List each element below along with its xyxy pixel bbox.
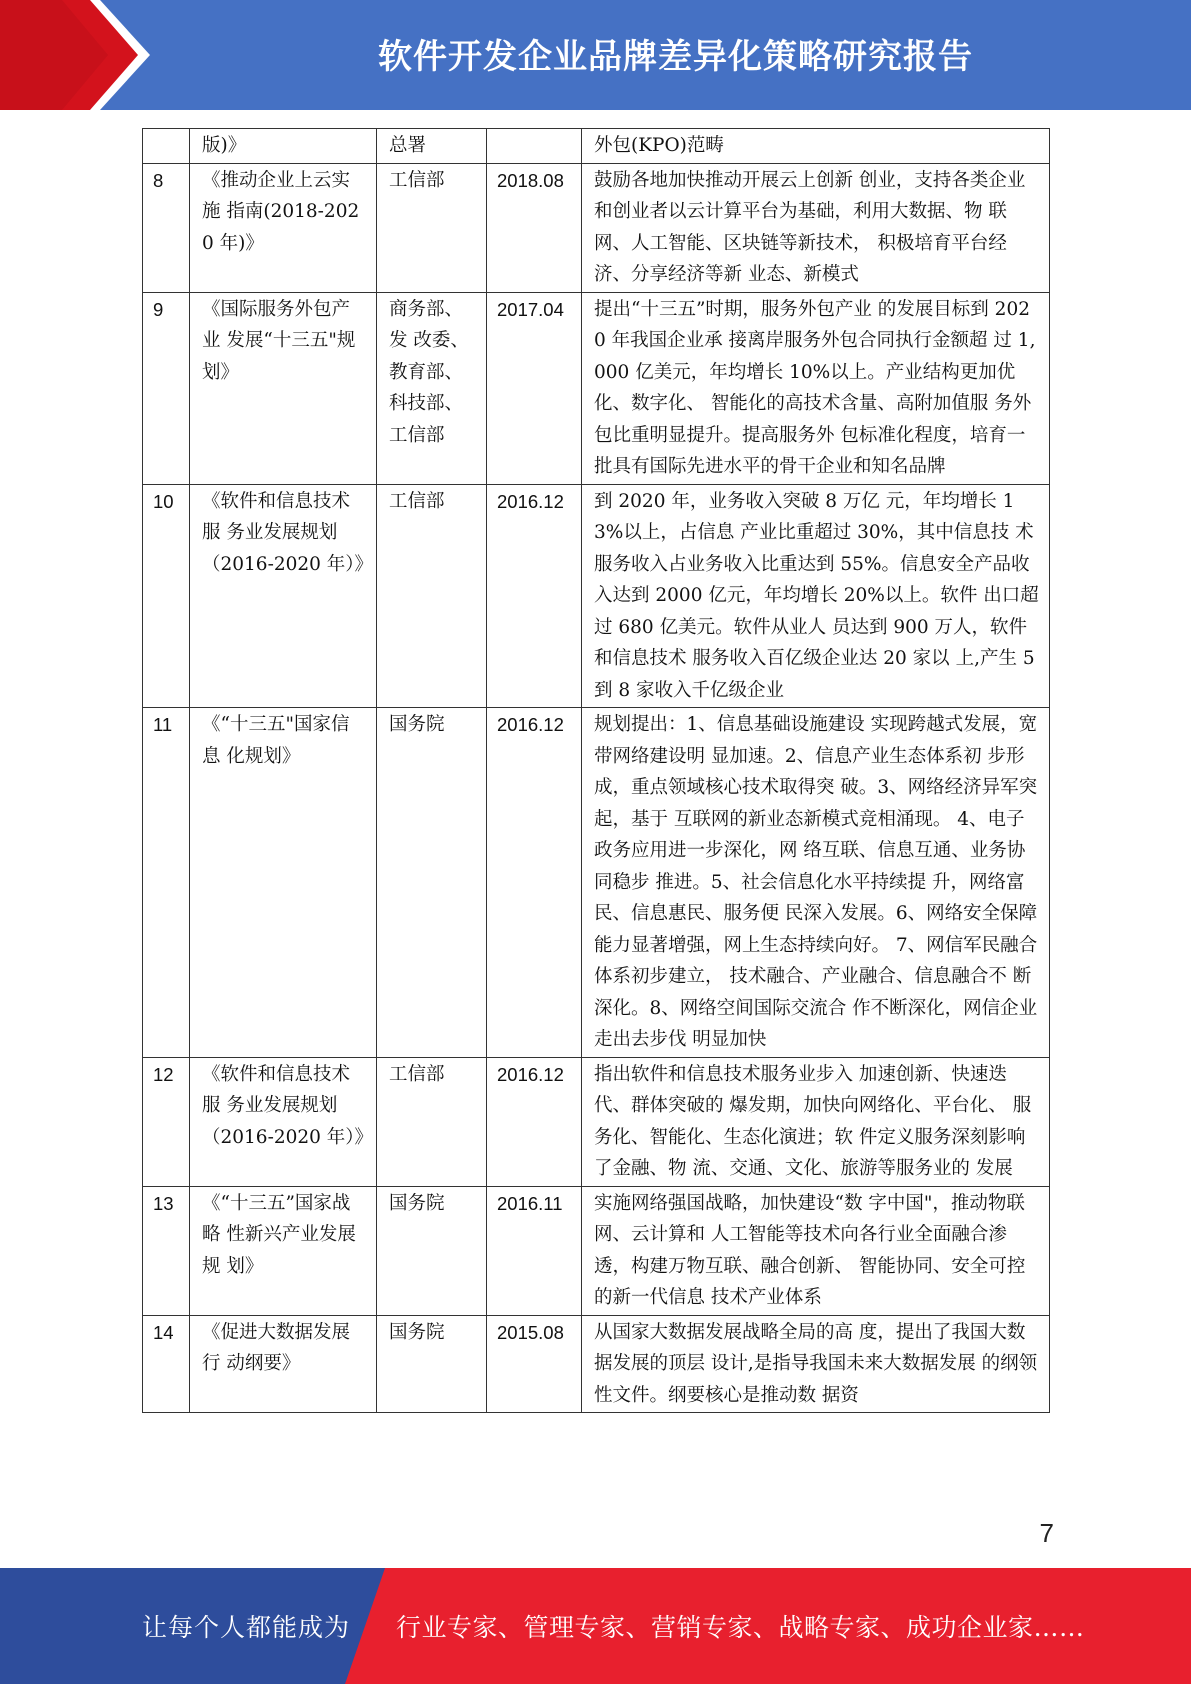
report-title: 软件开发企业品牌差异化策略研究报告 <box>378 36 973 77</box>
issue-date: 2015.08 <box>487 1315 582 1413</box>
row-number: 8 <box>143 163 190 292</box>
table-row <box>143 163 1050 292</box>
table-row <box>143 1057 1050 1186</box>
policy-content: 实施网络强国战略，加快建设“数 字中国"，推动物联网、云计算和 人工智能等技术向各行业全面融合渗透，构建万物互联、融合创新、 智能协同、安全可控的新一代信息 技术产业体系 <box>582 1186 1050 1315</box>
row-number: 14 <box>143 1315 190 1413</box>
issue-date <box>487 129 582 164</box>
issue-date: 2016.12 <box>487 1057 582 1186</box>
issue-date: 2018.08 <box>487 163 582 292</box>
page-number: 7 <box>1039 1518 1054 1548</box>
issue-date: 2017.04 <box>487 292 582 484</box>
policy-content: 外包(KPO)范畴 <box>582 129 1050 164</box>
footer-slogan-right: 行业专家、管理专家、营销专家、战略专家、成功企业家…… <box>396 1613 1085 1642</box>
issuing-department: 国务院 <box>377 1315 487 1413</box>
issuing-department: 总署 <box>377 129 487 164</box>
page-header <box>0 0 1191 110</box>
policy-content: 到 2020 年，业务收入突破 8 万亿 元，年均增长 13%以上，占信息 产业比重超过 30%，其中信息技 术服务收入占业务收入比重达到 55%。信息安全产品收入达到 2000 亿元，年均增长 20%以上。软件 出口超过 680 亿美元。软件从业人 员达到 900 万人，软件和信息技术 服务收入百亿级企业达 20 家以 上,产生 5 到 8 家收入千亿级企业 <box>582 484 1050 708</box>
policy-name: 《“十三五"国家信息 化规划》 <box>190 708 377 1058</box>
table-row <box>143 1186 1050 1315</box>
table-row <box>143 484 1050 708</box>
issuing-department: 工信部 <box>377 484 487 708</box>
row-number: 13 <box>143 1186 190 1315</box>
page-footer <box>0 1568 1191 1684</box>
policy-content: 规划提出：1、信息基础设施建设 实现跨越式发展，宽带网络建设明 显加速。2、信息产业生态体系初 步形成，重点领域核心技术取得突 破。3、网络经济异军突起，基于 互联网的新业态新模式竞相涌现。 4、电子政务应用进一步深化，网 络互联、信息互通、业务协同稳步 推进。5、社会信息化水平持续提 升，网络富民、信息惠民、服务便 民深入发展。6、网络安全保障能力显著增强，网上生态持续向好。 7、网信军民融合体系初步建立， 技术融合、产业融合、信息融合不 断深化。8、网络空间国际交流合 作不断深化，网信企业走出去步伐 明显加快 <box>582 708 1050 1058</box>
policy-name: 《国际服务外包产业 发展“十三五"规划》 <box>190 292 377 484</box>
policy-name: 《推动企业上云实施 指南(2018-2020 年)》 <box>190 163 377 292</box>
issue-date: 2016.12 <box>487 708 582 1058</box>
policy-content: 提出“十三五”时期，服务外包产业 的发展目标到 2020 年我国企业承 接离岸服务外包合同执行金额超 过 1,000 亿美元，年均增长 10%以上。产业结构更加优化、数字化、 智能化的高技术含量、高附加值服 务外包比重明显提升。提高服务外 包标准化程度，培育一批具有国际先进水平的骨干企业和知名品牌 <box>582 292 1050 484</box>
policy-table <box>142 128 1050 1413</box>
policy-content: 从国家大数据发展战略全局的高 度，提出了我国大数据发展的顶层 设计,是指导我国未来大数据发展 的纲领性文件。纲要核心是推动数 据资 <box>582 1315 1050 1413</box>
policy-name: 《软件和信息技术服 务业发展规划（2016-2020 年）》 <box>190 1057 377 1186</box>
issuing-department: 国务院 <box>377 708 487 1058</box>
policy-name: 《“十三五”国家战略 性新兴产业发展规 划》 <box>190 1186 377 1315</box>
issue-date: 2016.11 <box>487 1186 582 1315</box>
table-row <box>143 1315 1050 1413</box>
row-number: 12 <box>143 1057 190 1186</box>
table-row <box>143 292 1050 484</box>
footer-slogan-left: 让每个人都能成为 <box>142 1613 351 1642</box>
issuing-department: 工信部 <box>377 163 487 292</box>
row-number <box>143 129 190 164</box>
table-row <box>143 708 1050 1058</box>
policy-name: 《促进大数据发展行 动纲要》 <box>190 1315 377 1413</box>
issuing-department: 商务部、发 改委、教育部、科技部、工信部 <box>377 292 487 484</box>
issuing-department: 工信部 <box>377 1057 487 1186</box>
table-row <box>143 129 1050 164</box>
issuing-department: 国务院 <box>377 1186 487 1315</box>
policy-content: 鼓励各地加快推动开展云上创新 创业，支持各类企业和创业者以云计算平台为基础，利用大数据、物 联网、人工智能、区块链等新技术， 积极培育平台经济、分享经济等新 业态、新模式 <box>582 163 1050 292</box>
policy-content: 指出软件和信息技术服务业步入 加速创新、快速迭代、群体突破的 爆发期，加快向网络化、平台化、 服务化、智能化、生态化演进；软 件定义服务深刻影响了金融、物 流、交通、文化、旅游等服务业的 发展 <box>582 1057 1050 1186</box>
row-number: 11 <box>143 708 190 1058</box>
policy-name: 版)》 <box>190 129 377 164</box>
row-number: 9 <box>143 292 190 484</box>
policy-name: 《软件和信息技术服 务业发展规划（2016-2020 年）》 <box>190 484 377 708</box>
issue-date: 2016.12 <box>487 484 582 708</box>
row-number: 10 <box>143 484 190 708</box>
